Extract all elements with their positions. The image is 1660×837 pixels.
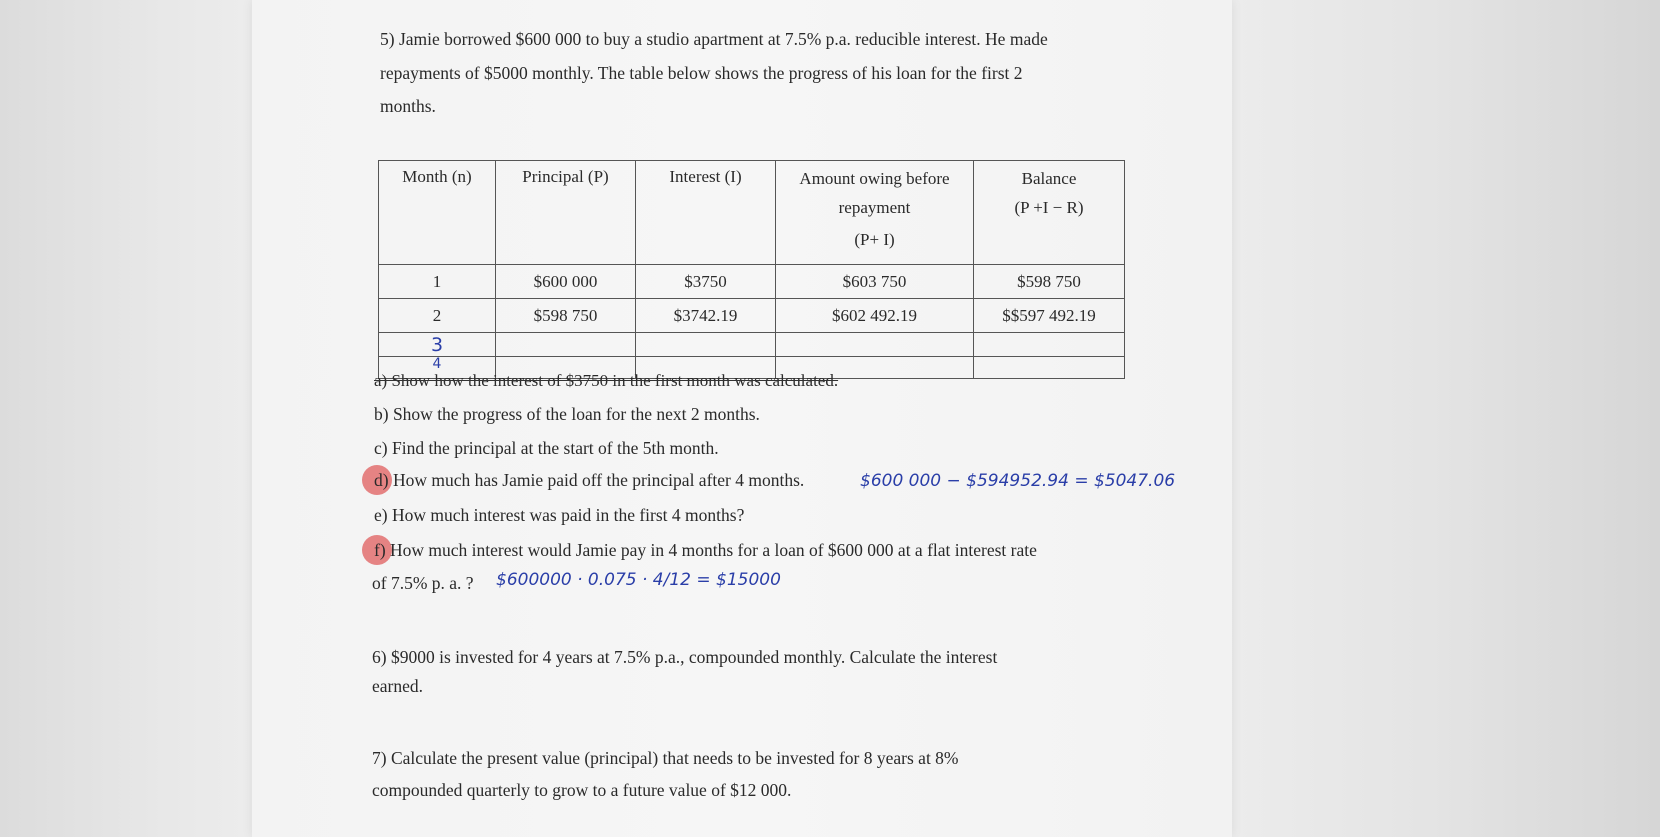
q5-part-c: c) Find the principal at the start of the 5th month. [374, 438, 719, 458]
table-row [379, 265, 1125, 299]
cell-interest: $3742.19 [636, 299, 776, 333]
table-row [379, 299, 1125, 333]
header-balance-line1: Balance [1021, 169, 1077, 188]
handwritten-answer-d: $600 000 − $594952.94 = $5047.06 [860, 471, 1176, 491]
handwritten-month-3: 3 [379, 333, 496, 357]
q6-line2: earned. [372, 676, 424, 696]
cell-principal: $600 000 [496, 265, 636, 299]
cell-month: 1 [379, 265, 496, 299]
q7-line2: compounded quarterly to grow to a future value of $12 000. [372, 780, 792, 800]
q5-intro-line1: 5) Jamie borrowed $600 000 to buy a studio apartment at 7.5% p.a. reducible interest. He made [380, 29, 1048, 49]
q5-part-e: e) How much interest was paid in the first 4 months? [374, 505, 745, 525]
header-principal: Principal (P) [496, 161, 636, 265]
empty-cell [776, 333, 974, 357]
cell-amount-owing: $603 750 [776, 265, 974, 299]
header-amount-owing-line2: repayment [838, 198, 911, 217]
loan-progress-table [378, 160, 1125, 379]
cell-amount-owing: $602 492.19 [776, 299, 974, 333]
q5-part-f-line2: of 7.5% p. a. ? [372, 573, 474, 593]
q5-part-d: d) How much has Jamie paid off the principal after 4 months. [374, 470, 805, 490]
header-interest: Interest (I) [636, 161, 776, 265]
header-amount-owing-line1: Amount owing before [799, 169, 950, 188]
header-month: Month (n) [379, 161, 496, 265]
cell-balance: $$597 492.19 [974, 299, 1125, 333]
q5-part-a: a) Show how the interest of $3750 in the first month was calculated. [374, 371, 839, 390]
cell-balance: $598 750 [974, 265, 1125, 299]
q6-line1: 6) $9000 is invested for 4 years at 7.5% p.a., compounded monthly. Calculate the interest [372, 647, 998, 667]
header-balance-line2: (P +I − R) [1014, 198, 1084, 217]
q5-intro-line2: repayments of $5000 monthly. The table below shows the progress of his loan for the first 2 [380, 63, 1023, 83]
header-amount-owing-line3: (P+ I) [854, 230, 895, 249]
cell-interest: $3750 [636, 265, 776, 299]
table-header-row [379, 161, 1125, 265]
q7-line1: 7) Calculate the present value (principal) that needs to be invested for 8 years at 8% [372, 748, 959, 768]
table-row-handwritten [379, 333, 1125, 357]
handwritten-month-4: 4 [379, 357, 496, 379]
header-amount-owing [776, 161, 974, 265]
empty-cell [974, 357, 1125, 379]
empty-cell [496, 333, 636, 357]
empty-cell [636, 333, 776, 357]
cell-principal: $598 750 [496, 299, 636, 333]
q5-part-f-line1: f) How much interest would Jamie pay in 4 months for a loan of $600 000 at a flat interest rate [374, 540, 1037, 560]
cell-month: 2 [379, 299, 496, 333]
empty-cell [974, 333, 1125, 357]
q5-part-b: b) Show the progress of the loan for the next 2 months. [374, 404, 760, 424]
header-balance [974, 161, 1125, 265]
q5-intro-line3: months. [380, 96, 436, 116]
handwritten-answer-f: $600000 · 0.075 · 4/12 = $15000 [496, 570, 781, 590]
